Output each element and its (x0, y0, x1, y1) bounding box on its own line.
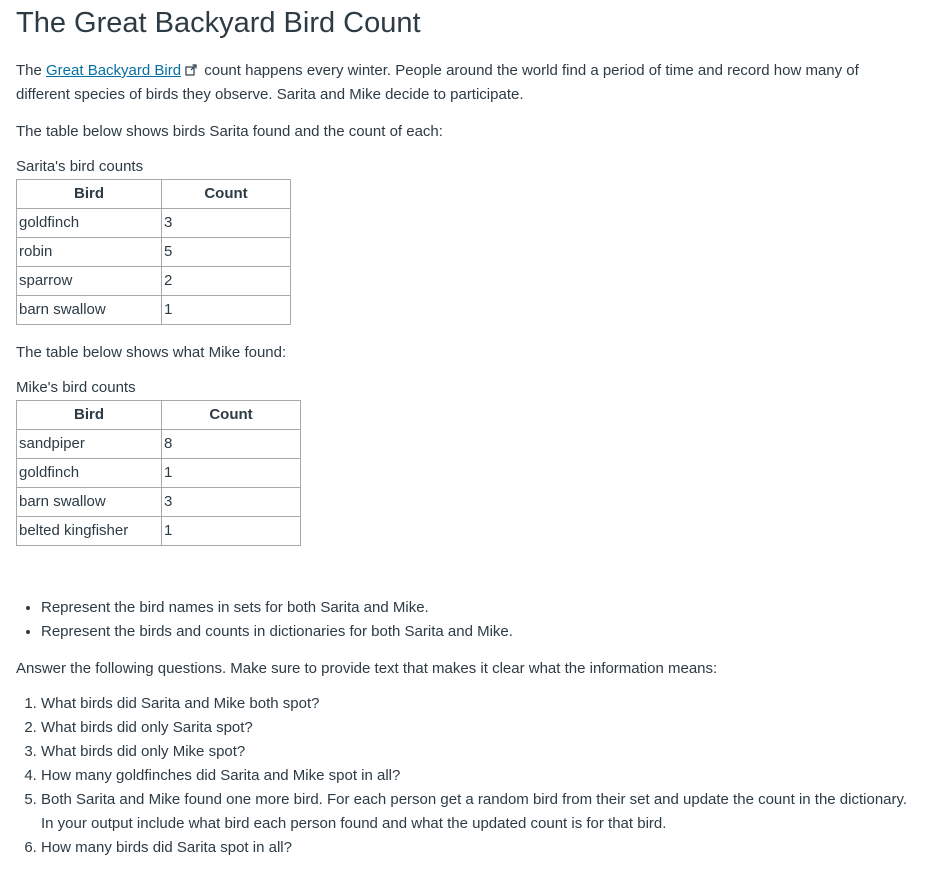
mike-bird-table (16, 400, 301, 546)
question-item: 4. How many goldfinches did Sarita and Mike spot in all? (41, 764, 909, 788)
count-cell: 1 (162, 459, 301, 488)
table-row (17, 209, 291, 238)
task-list (16, 596, 909, 644)
page-title: The Great Backyard Bird Count (16, 7, 421, 39)
sarita-bird-table (16, 179, 291, 325)
intro-prefix: The (16, 62, 47, 79)
bird-column-header: Bird (17, 401, 162, 430)
question-item: 1. What birds did Sarita and Mike both spot? (41, 692, 909, 716)
count-cell: 3 (162, 209, 291, 238)
mike-table-caption: Mike's bird counts (16, 379, 136, 396)
bird-cell: barn swallow (17, 488, 162, 517)
task-item: • Represent the birds and counts in dictionaries for both Sarita and Mike. (41, 620, 909, 644)
instructions: Answer the following questions. Make sure to provide text that makes it clear what the information means: (16, 660, 718, 677)
table-row (17, 267, 291, 296)
table-row (17, 296, 291, 325)
table-row (17, 430, 301, 459)
bird-cell: belted kingfisher (17, 517, 162, 546)
bird-cell: goldfinch (17, 209, 162, 238)
count-cell: 1 (162, 296, 291, 325)
intro-suffix: count happens every winter. People around the world find a period of time and record how many of different species of birds they observe. Sarita and Mike decide to participate. (16, 62, 859, 103)
question-item: 3. What birds did only Mike spot? (41, 740, 909, 764)
external-link-icon (185, 64, 197, 76)
question-item: 6. How many birds did Sarita spot in all? (41, 836, 909, 860)
bird-cell: sandpiper (17, 430, 162, 459)
sarita-table-caption: Sarita's bird counts (16, 158, 144, 175)
question-list (16, 692, 909, 860)
count-column-header: Count (162, 180, 291, 209)
bird-column-header: Bird (17, 180, 162, 209)
table-row (17, 238, 291, 267)
bird-cell: barn swallow (17, 296, 162, 325)
count-cell: 1 (162, 517, 301, 546)
count-cell: 3 (162, 488, 301, 517)
intro-paragraph (16, 59, 909, 107)
count-cell: 2 (162, 267, 291, 296)
mike-intro: The table below shows what Mike found: (16, 344, 287, 361)
bird-cell: goldfinch (17, 459, 162, 488)
table-header-row (17, 401, 301, 430)
question-item: 2. What birds did only Sarita spot? (41, 716, 909, 740)
bird-cell: robin (17, 238, 162, 267)
table-row (17, 459, 301, 488)
question-item: 5. Both Sarita and Mike found one more bird. For each person get a random bird from their set and update the count in the dictionary. In your output include what bird each person found and what the updated count is for that bird. (41, 788, 909, 836)
count-cell: 5 (162, 238, 291, 267)
bird-cell: sparrow (17, 267, 162, 296)
sarita-intro: The table below shows birds Sarita found and the count of each: (16, 123, 443, 140)
table-row (17, 517, 301, 546)
table-header-row (17, 180, 291, 209)
table-row (17, 488, 301, 517)
task-item: • Represent the bird names in sets for both Sarita and Mike. (41, 596, 909, 620)
great-backyard-bird-link[interactable]: Great Backyard Bird (46, 62, 182, 79)
count-column-header: Count (162, 401, 301, 430)
count-cell: 8 (162, 430, 301, 459)
